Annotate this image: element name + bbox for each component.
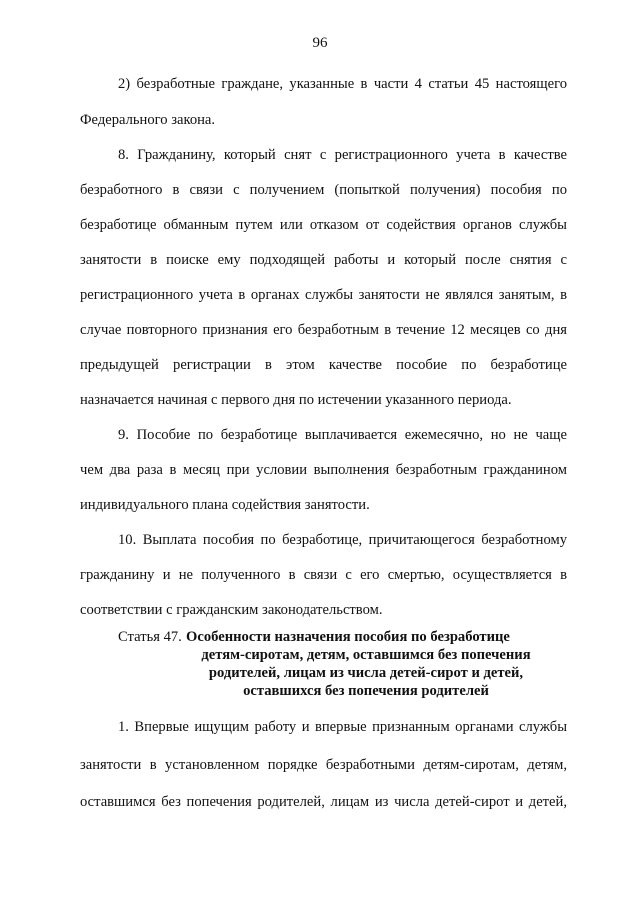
article-title-line: оставшихся без попечения родителей [243,683,489,699]
article-title [186,628,546,700]
paragraph-line: безработного в связи с получением (попыткой получения) пособия по [80,182,567,198]
paragraph-line: 9. Пособие по безработице выплачивается ежемесячно, но не чаще [118,427,567,443]
article-title-line: детям-сиротам, детям, оставшимся без попечения [201,647,531,663]
article-title-line: родителей, лицам из числа детей-сирот и детей, [208,665,524,681]
paragraph-line: регистрационного учета в органах службы занятости не являлся занятым, в [80,287,567,303]
paragraph-line: занятости в поиске ему подходящей работы и который после снятия с [80,252,567,268]
paragraph-line: оставшимся без попечения родителей, лицам из числа детей-сирот и детей, [80,794,567,810]
paragraph-line: гражданину и не полученного в связи с его смертью, осуществляется в [80,567,567,583]
paragraph-line: 10. Выплата пособия по безработице, причитающегося безработному [118,532,567,548]
page-number: 96 [312,35,328,51]
article-title-line: Особенности назначения пособия по безработице [186,629,510,645]
paragraph-line: случае повторного признания его безработным в течение 12 месяцев со дня [80,322,567,338]
paragraph-line: 2) безработные граждане, указанные в части 4 статьи 45 настоящего [118,76,567,92]
paragraph-line: занятости в установленном порядке безработными детям-сиротам, детям, [80,757,567,773]
paragraph-line: чем два раза в месяц при условии выполнения безработным гражданином [80,462,567,478]
paragraph-line: предыдущей регистрации в этом качестве пособие по безработице [80,357,567,373]
paragraph-line: 1. Впервые ищущим работу и впервые признанным органами службы [118,719,567,735]
article-label: Статья 47. [118,629,182,645]
paragraph-line: индивидуального плана содействия занятости. [80,497,370,513]
paragraph-line: 8. Гражданину, который снят с регистрационного учета в качестве [118,147,567,163]
paragraph-line: назначается начиная с первого дня по истечении указанного периода. [80,392,512,408]
paragraph-line: Федерального закона. [80,112,216,128]
paragraph-line: соответствии с гражданским законодательством. [80,602,383,618]
paragraph-line: безработице обманным путем или отказом от содействия органов службы [80,217,567,233]
